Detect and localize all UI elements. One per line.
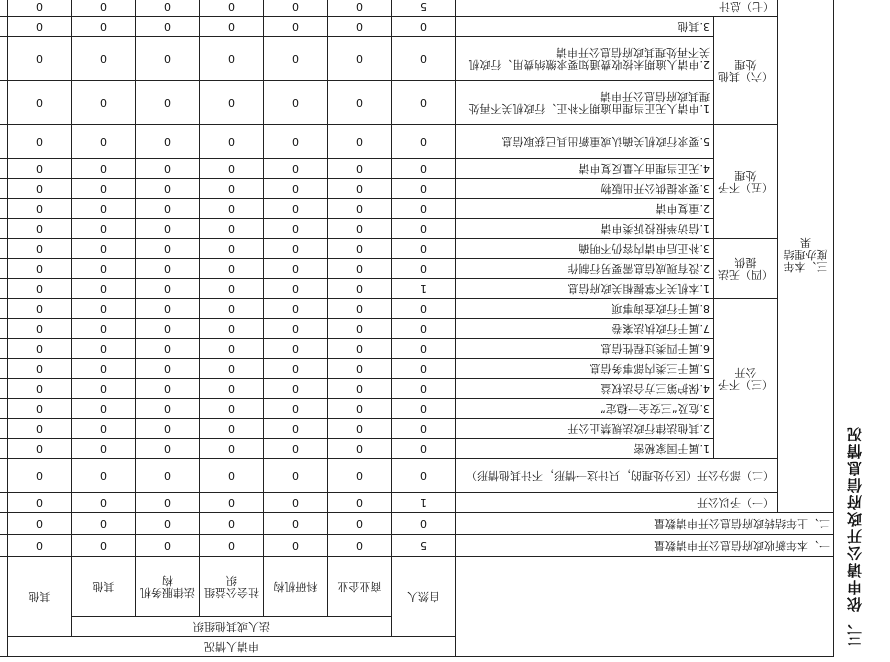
section-title: 三、依申请公开政府信息情况 xyxy=(846,425,864,646)
value-cell: 0 xyxy=(199,399,263,419)
value-cell: 0 xyxy=(263,199,327,219)
value-cell: 0 xyxy=(263,239,327,259)
value-cell: 0 xyxy=(7,319,71,339)
value-cell: 0 xyxy=(71,513,135,535)
value-cell: 0 xyxy=(71,459,135,493)
row-detail: 6.属于四类过程性信息 xyxy=(455,339,713,359)
value-cell xyxy=(0,179,7,199)
value-cell xyxy=(0,399,7,419)
value-cell: 0 xyxy=(7,159,71,179)
value-cell: 0 xyxy=(135,239,199,259)
value-cell: 0 xyxy=(263,37,327,81)
value-cell xyxy=(0,439,7,459)
value-cell: 0 xyxy=(71,299,135,319)
row-detail: 2.重复申请 xyxy=(455,199,713,219)
value-cell: 0 xyxy=(327,199,391,219)
value-cell: 0 xyxy=(327,399,391,419)
value-cell: 0 xyxy=(71,399,135,419)
value-cell: 0 xyxy=(391,459,455,493)
value-cell: 0 xyxy=(71,159,135,179)
row-detail: 3.其他 xyxy=(455,17,713,37)
value-cell xyxy=(0,493,7,513)
value-cell: 0 xyxy=(199,459,263,493)
value-cell: 0 xyxy=(199,17,263,37)
value-cell: 0 xyxy=(71,219,135,239)
value-cell: 0 xyxy=(135,0,199,17)
value-cell: 0 xyxy=(71,179,135,199)
value-cell: 0 xyxy=(199,359,263,379)
table-row xyxy=(0,259,834,279)
value-cell: 0 xyxy=(199,299,263,319)
header-other-org: 其他 xyxy=(71,557,135,617)
row-subcategory: （二）部分公开（区分处理的，只计这一情形，不计其他情形） xyxy=(455,459,777,493)
value-cell: 0 xyxy=(327,17,391,37)
value-cell: 0 xyxy=(327,0,391,17)
value-cell xyxy=(0,199,7,219)
value-cell xyxy=(0,125,7,159)
value-cell: 0 xyxy=(391,339,455,359)
value-cell: 0 xyxy=(327,279,391,299)
value-cell: 5 xyxy=(391,0,455,17)
value-cell: 0 xyxy=(327,513,391,535)
value-cell: 0 xyxy=(263,179,327,199)
value-cell: 0 xyxy=(135,379,199,399)
row-subcategory: （一）予以公开 xyxy=(455,493,777,513)
value-cell: 0 xyxy=(327,359,391,379)
row-subcategory: （五）不予处理 xyxy=(714,125,778,239)
table-row xyxy=(0,0,834,17)
value-cell: 0 xyxy=(135,419,199,439)
value-cell: 0 xyxy=(199,513,263,535)
value-cell: 0 xyxy=(263,319,327,339)
value-cell: 0 xyxy=(7,37,71,81)
value-cell: 0 xyxy=(71,535,135,557)
value-cell: 0 xyxy=(263,81,327,125)
value-cell: 0 xyxy=(71,439,135,459)
value-cell: 0 xyxy=(263,419,327,439)
row-category: 三、本年度办理结果 xyxy=(778,0,834,513)
value-cell: 0 xyxy=(135,125,199,159)
value-cell xyxy=(0,379,7,399)
row-detail: 3.要求提供公开出版物 xyxy=(455,179,713,199)
value-cell: 0 xyxy=(199,535,263,557)
value-cell: 0 xyxy=(391,219,455,239)
value-cell: 0 xyxy=(135,179,199,199)
value-cell: 0 xyxy=(7,513,71,535)
value-cell: 0 xyxy=(327,493,391,513)
value-cell: 1 xyxy=(391,493,455,513)
value-cell xyxy=(0,459,7,493)
value-cell: 0 xyxy=(391,199,455,219)
value-cell: 0 xyxy=(135,319,199,339)
header-legal-person-group: 法人或其他组织 xyxy=(71,617,391,637)
value-cell: 0 xyxy=(391,399,455,419)
value-cell: 0 xyxy=(327,259,391,279)
value-cell: 0 xyxy=(7,279,71,299)
table-row xyxy=(0,299,834,319)
row-detail: 2.其他法律行政法规禁止公开 xyxy=(455,419,713,439)
row-subcategory: （三）不予公开 xyxy=(714,299,778,459)
value-cell xyxy=(0,513,7,535)
header-item xyxy=(455,557,833,657)
value-cell: 0 xyxy=(135,159,199,179)
row-detail: 4.无正当理由大量反复申请 xyxy=(455,159,713,179)
table-row xyxy=(0,159,834,179)
value-cell xyxy=(0,339,7,359)
table-row xyxy=(0,399,834,419)
row-detail: 1.信访举报投诉类申请 xyxy=(455,219,713,239)
value-cell: 0 xyxy=(327,299,391,319)
value-cell: 0 xyxy=(199,319,263,339)
value-cell: 0 xyxy=(263,279,327,299)
value-cell: 0 xyxy=(199,159,263,179)
value-cell xyxy=(0,279,7,299)
value-cell: 0 xyxy=(71,81,135,125)
table-row xyxy=(0,319,834,339)
table-row xyxy=(0,81,834,125)
value-cell: 0 xyxy=(199,199,263,219)
row-detail: 2.没有现成信息需要另行制作 xyxy=(455,259,713,279)
value-cell: 0 xyxy=(135,399,199,419)
value-cell: 0 xyxy=(7,339,71,359)
value-cell: 0 xyxy=(135,339,199,359)
value-cell: 0 xyxy=(391,299,455,319)
value-cell: 0 xyxy=(391,259,455,279)
value-cell: 0 xyxy=(391,379,455,399)
value-cell: 0 xyxy=(391,81,455,125)
value-cell: 0 xyxy=(71,17,135,37)
table-row xyxy=(0,513,834,535)
table-row xyxy=(0,379,834,399)
value-cell: 0 xyxy=(7,125,71,159)
table-row xyxy=(0,17,834,37)
value-cell: 0 xyxy=(135,219,199,239)
value-cell: 0 xyxy=(327,459,391,493)
value-cell: 0 xyxy=(327,319,391,339)
value-cell: 0 xyxy=(263,459,327,493)
table-row xyxy=(0,459,834,493)
value-cell xyxy=(0,319,7,339)
value-cell: 0 xyxy=(135,279,199,299)
row-detail: 5.属于三类内部事务信息 xyxy=(455,359,713,379)
value-cell: 5 xyxy=(391,535,455,557)
value-cell: 0 xyxy=(7,399,71,419)
value-cell xyxy=(0,535,7,557)
value-cell: 0 xyxy=(135,493,199,513)
row-detail: 1.本机关不掌握相关政府信息 xyxy=(455,279,713,299)
value-cell: 0 xyxy=(263,439,327,459)
table-row xyxy=(0,493,834,513)
table-row xyxy=(0,359,834,379)
value-cell: 0 xyxy=(199,125,263,159)
row-detail: 5.要求行政机关确认或重新出具已获取信息 xyxy=(455,125,713,159)
value-cell: 0 xyxy=(135,459,199,493)
header-other: 其他 xyxy=(7,557,71,637)
value-cell: 0 xyxy=(71,125,135,159)
row-detail: 4.保护第三方合法权益 xyxy=(455,379,713,399)
value-cell: 0 xyxy=(199,0,263,17)
table-row xyxy=(0,219,834,239)
value-cell xyxy=(0,17,7,37)
value-cell xyxy=(0,219,7,239)
value-cell: 0 xyxy=(327,125,391,159)
row-detail: 3.补正后申请内容仍不明确 xyxy=(455,239,713,259)
value-cell: 0 xyxy=(7,0,71,17)
value-cell xyxy=(0,81,7,125)
value-cell: 0 xyxy=(327,439,391,459)
value-cell: 0 xyxy=(391,37,455,81)
value-cell: 0 xyxy=(327,81,391,125)
value-cell: 0 xyxy=(135,81,199,125)
value-cell: 0 xyxy=(71,0,135,17)
value-cell: 0 xyxy=(71,37,135,81)
value-cell: 0 xyxy=(71,319,135,339)
value-cell: 0 xyxy=(199,279,263,299)
value-cell: 0 xyxy=(391,439,455,459)
value-cell: 0 xyxy=(7,179,71,199)
value-cell: 0 xyxy=(7,81,71,125)
value-cell: 0 xyxy=(263,0,327,17)
row-detail: 2.申请人逾期未按收费通知要求缴纳费用、行政机关不再处理其政府信息公开申请 xyxy=(455,37,713,81)
value-cell: 0 xyxy=(199,259,263,279)
value-cell: 0 xyxy=(7,259,71,279)
value-cell: 0 xyxy=(391,419,455,439)
value-cell: 0 xyxy=(7,535,71,557)
value-cell: 0 xyxy=(71,239,135,259)
value-cell: 0 xyxy=(135,199,199,219)
value-cell xyxy=(0,299,7,319)
value-cell: 0 xyxy=(71,259,135,279)
value-cell xyxy=(0,259,7,279)
value-cell: 0 xyxy=(327,179,391,199)
value-cell: 0 xyxy=(391,239,455,259)
value-cell: 0 xyxy=(71,359,135,379)
value-cell: 0 xyxy=(263,125,327,159)
value-cell xyxy=(0,239,7,259)
value-cell: 0 xyxy=(391,125,455,159)
value-cell: 0 xyxy=(263,379,327,399)
row-subcategory: （七）总计 xyxy=(455,0,777,17)
value-cell: 0 xyxy=(7,379,71,399)
value-cell: 0 xyxy=(199,419,263,439)
value-cell: 0 xyxy=(263,339,327,359)
value-cell: 0 xyxy=(7,493,71,513)
value-cell xyxy=(0,419,7,439)
value-cell: 0 xyxy=(7,199,71,219)
value-cell: 0 xyxy=(391,17,455,37)
header-social-welfare: 社会公益组织 xyxy=(199,557,263,617)
table-row xyxy=(0,339,834,359)
value-cell: 0 xyxy=(263,17,327,37)
value-cell: 0 xyxy=(327,239,391,259)
value-cell: 0 xyxy=(263,399,327,419)
value-cell: 0 xyxy=(263,359,327,379)
value-cell: 0 xyxy=(135,37,199,81)
value-cell: 0 xyxy=(199,219,263,239)
row-subcategory: （四）无法提供 xyxy=(714,239,778,299)
value-cell: 0 xyxy=(391,319,455,339)
value-cell: 0 xyxy=(391,159,455,179)
value-cell xyxy=(0,359,7,379)
row-label: 二、上年结转政府信息公开申请数量 xyxy=(455,513,833,535)
value-cell: 0 xyxy=(199,239,263,259)
header-natural-person: 自然人 xyxy=(391,557,455,637)
value-cell: 0 xyxy=(71,493,135,513)
header-total xyxy=(0,557,7,657)
table-row xyxy=(0,279,834,299)
value-cell: 0 xyxy=(391,359,455,379)
value-cell: 0 xyxy=(263,493,327,513)
table-row xyxy=(0,125,834,159)
row-subcategory: （六）其他处理 xyxy=(714,17,778,125)
value-cell: 0 xyxy=(199,493,263,513)
row-detail: 1.申请人无正当理由逾期不补正、行政机关不再处理其政府信息公开申请 xyxy=(455,81,713,125)
value-cell: 0 xyxy=(327,535,391,557)
table-row xyxy=(0,239,834,259)
value-cell: 0 xyxy=(135,359,199,379)
value-cell: 0 xyxy=(7,299,71,319)
value-cell: 0 xyxy=(263,159,327,179)
value-cell: 0 xyxy=(71,419,135,439)
value-cell: 0 xyxy=(327,379,391,399)
value-cell: 0 xyxy=(327,37,391,81)
header-applicant-group: 申请人情况 xyxy=(7,637,455,657)
value-cell xyxy=(0,37,7,81)
value-cell: 0 xyxy=(71,379,135,399)
value-cell: 1 xyxy=(391,279,455,299)
value-cell: 0 xyxy=(199,179,263,199)
header-research: 科研机构 xyxy=(263,557,327,617)
value-cell: 0 xyxy=(71,199,135,219)
table-row xyxy=(0,37,834,81)
value-cell: 0 xyxy=(327,419,391,439)
value-cell: 0 xyxy=(199,439,263,459)
value-cell: 0 xyxy=(135,17,199,37)
value-cell: 0 xyxy=(199,37,263,81)
row-detail: 7.属于行政执法案卷 xyxy=(455,319,713,339)
value-cell: 0 xyxy=(135,513,199,535)
value-cell: 0 xyxy=(263,513,327,535)
value-cell: 0 xyxy=(263,299,327,319)
value-cell: 0 xyxy=(7,459,71,493)
value-cell: 0 xyxy=(199,379,263,399)
table-row xyxy=(0,419,834,439)
header-commercial: 商业企业 xyxy=(327,557,391,617)
table-row xyxy=(0,439,834,459)
value-cell: 0 xyxy=(391,179,455,199)
value-cell: 0 xyxy=(327,219,391,239)
value-cell: 0 xyxy=(135,535,199,557)
value-cell: 0 xyxy=(7,219,71,239)
value-cell: 0 xyxy=(7,419,71,439)
value-cell: 0 xyxy=(327,159,391,179)
value-cell: 0 xyxy=(135,259,199,279)
table-row xyxy=(0,199,834,219)
value-cell: 0 xyxy=(263,259,327,279)
value-cell: 0 xyxy=(135,439,199,459)
value-cell: 0 xyxy=(7,239,71,259)
value-cell xyxy=(0,159,7,179)
header-legal-service: 法律服务机构 xyxy=(135,557,199,617)
row-detail: 3.危及“三安全一稳定” xyxy=(455,399,713,419)
value-cell: 0 xyxy=(7,17,71,37)
table-row xyxy=(0,179,834,199)
row-detail: 8.属于行政查询事项 xyxy=(455,299,713,319)
value-cell: 0 xyxy=(263,219,327,239)
value-cell: 0 xyxy=(391,513,455,535)
row-label: 一、本年新收政府信息公开申请数量 xyxy=(455,535,833,557)
value-cell: 0 xyxy=(327,339,391,359)
value-cell: 0 xyxy=(263,535,327,557)
value-cell: 0 xyxy=(199,81,263,125)
value-cell: 0 xyxy=(135,299,199,319)
value-cell: 0 xyxy=(199,339,263,359)
table-row xyxy=(0,535,834,557)
value-cell: 0 xyxy=(71,279,135,299)
value-cell xyxy=(0,0,7,17)
value-cell: 0 xyxy=(71,339,135,359)
value-cell: 0 xyxy=(7,439,71,459)
row-detail: 1.属于国家秘密 xyxy=(455,439,713,459)
value-cell: 0 xyxy=(7,359,71,379)
